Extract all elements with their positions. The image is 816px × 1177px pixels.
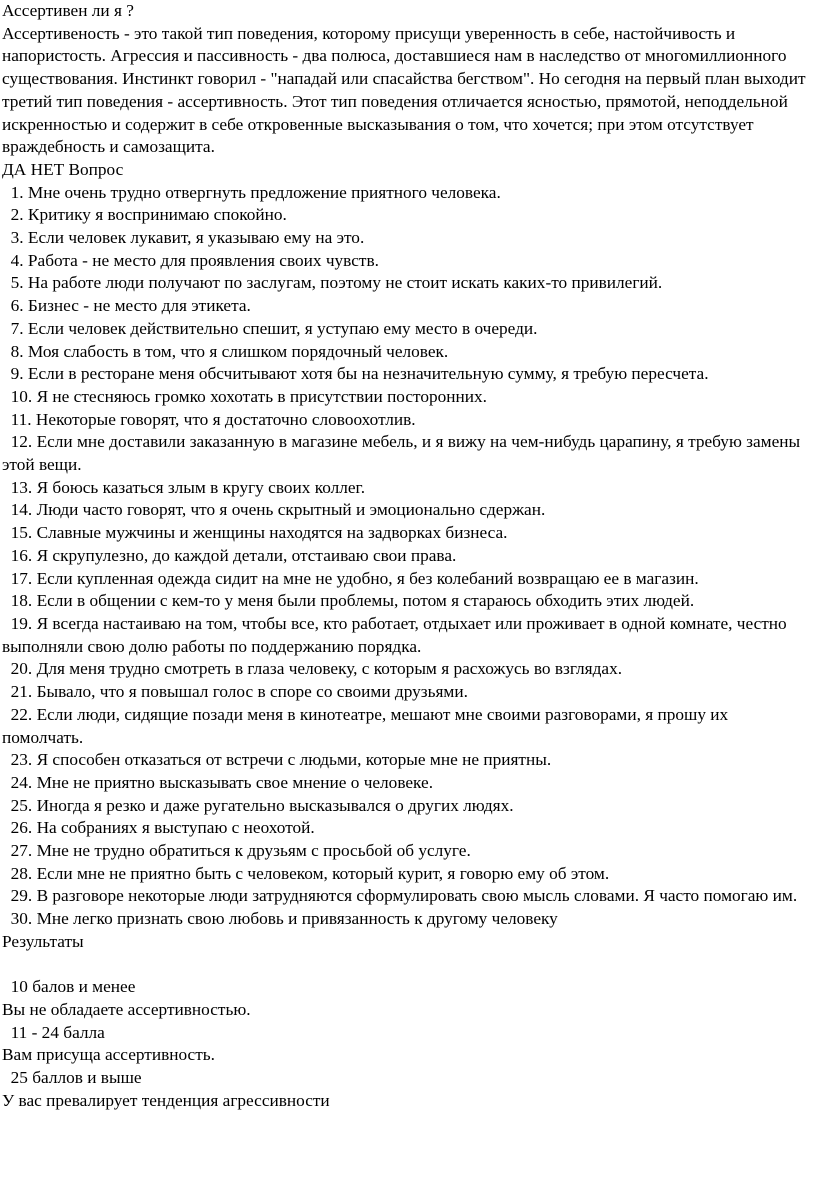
results-list [2,976,810,1112]
question-item: 1. Мне очень трудно отвергнуть предложение приятного человека. [10,182,501,202]
table-header: ДА НЕТ Вопрос [2,159,124,179]
intro-paragraph: Ассертивеность - это такой тип поведения, которому присущи уверенность в себе, настойчивость и напористость. Агрессия и пассивность - два полюса, доставшиеся нам в наследство от многомиллионного существования. Инстинкт говорил - "нападай или спасайства бегством". Но сегодня на первый план выходит третий тип поведения - ассертивность. Этот тип поведения отличается ясностью, прямотой, неподдельной искренностью и содержит в себе откровенные высказывания о том, что хочется; при этом отсутствует враждебность и самозащита. [2,23,806,157]
question-item: 27. Мне не трудно обратиться к друзьям с просьбой об услуге. [10,841,471,861]
question-item: 23. Я способен отказаться от встречи с людьми, которые мне не приятны. [10,750,552,770]
question-item: 9. Если в ресторане меня обсчитывают хотя бы на незначительную сумму, я требую пересчета. [10,364,709,384]
result-text: Вы не обладаете ассертивностью. [2,999,251,1019]
question-item: 4. Работа - не место для проявления своих чувств. [10,250,379,270]
result-range: 25 баллов и выше [10,1068,142,1088]
question-item: 5. На работе люди получают по заслугам, поэтому не стоит искать каких-то привилегий. [10,273,663,293]
results-heading: Результаты [2,931,84,951]
question-item: 28. Если мне не приятно быть с человеком, который курит, я говорю ему об этом. [10,863,610,883]
question-item: 16. Я скрупулезно, до каждой детали, отстаиваю свои права. [10,545,457,565]
question-item: 19. Я всегда настаиваю на том, чтобы все, кто работает, отдыхает или проживает в одной комнате, честно выполняли свою долю работы по поддержанию порядка. [2,613,787,656]
spacer [2,954,810,977]
question-item: 3. Если человек лукавит, я указываю ему на это. [10,228,365,248]
question-item: 14. Люди часто говорят, что я очень скрытный и эмоционально сдержан. [10,500,546,520]
question-item: 8. Моя слабость в том, что я слишком порядочный человек. [10,341,449,361]
question-item: 17. Если купленная одежда сидит на мне не удобно, я без колебаний возвращаю ее в магазин. [10,568,699,588]
question-item: 30. Мне легко признать свою любовь и привязанность к другому человеку [10,909,558,929]
question-item: 29. В разговоре некоторые люди затрудняются сформулировать свою мысль словами. Я часто помогаю им. [10,886,798,906]
document-title: Ассертивен ли я ? [2,1,134,20]
result-range: 11 - 24 балла [10,1022,105,1042]
result-range: 10 балов и менее [10,977,136,997]
question-item: 2. Критику я воспринимаю спокойно. [10,205,287,225]
question-item: 12. Если мне доставили заказанную в магазине мебель, и я вижу на чем-нибудь царапину, я требую замены этой вещи. [2,432,801,475]
question-item: 22. Если люди, сидящие позади меня в кинотеатре, мешают мне своими разговорами, я прошу их помолчать. [2,704,729,747]
question-item: 11. Некоторые говорят, что я достаточно словоохотлив. [10,409,416,429]
question-item: 10. Я не стесняюсь громко хохотать в присутствии посторонних. [10,386,488,406]
question-item: 6. Бизнес - не место для этикета. [10,296,251,316]
question-item: 26. На собраниях я выступаю с неохотой. [10,818,315,838]
question-item: 24. Мне не приятно высказывать свое мнение о человеке. [10,772,434,792]
question-item: 13. Я боюсь казаться злым в кругу своих коллег. [10,477,366,497]
question-item: 21. Бывало, что я повышал голос в споре со своими друзьями. [10,682,468,702]
result-text: Вам присуща ассертивность. [2,1045,215,1065]
question-item: 25. Иногда я резко и даже ругательно высказывался о других людях. [10,795,514,815]
question-list [2,182,810,931]
question-item: 20. Для меня трудно смотреть в глаза человеку, с которым я расхожусь во взглядах. [10,659,623,679]
document [2,0,810,1112]
question-item: 18. Если в общении с кем-то у меня были проблемы, потом я стараюсь обходить этих людей. [10,591,695,611]
question-item: 7. Если человек действительно спешит, я уступаю ему место в очереди. [10,318,538,338]
question-item: 15. Славные мужчины и женщины находятся на задворках бизнеса. [10,523,508,543]
result-text: У вас превалирует тенденция агрессивности [2,1090,330,1110]
